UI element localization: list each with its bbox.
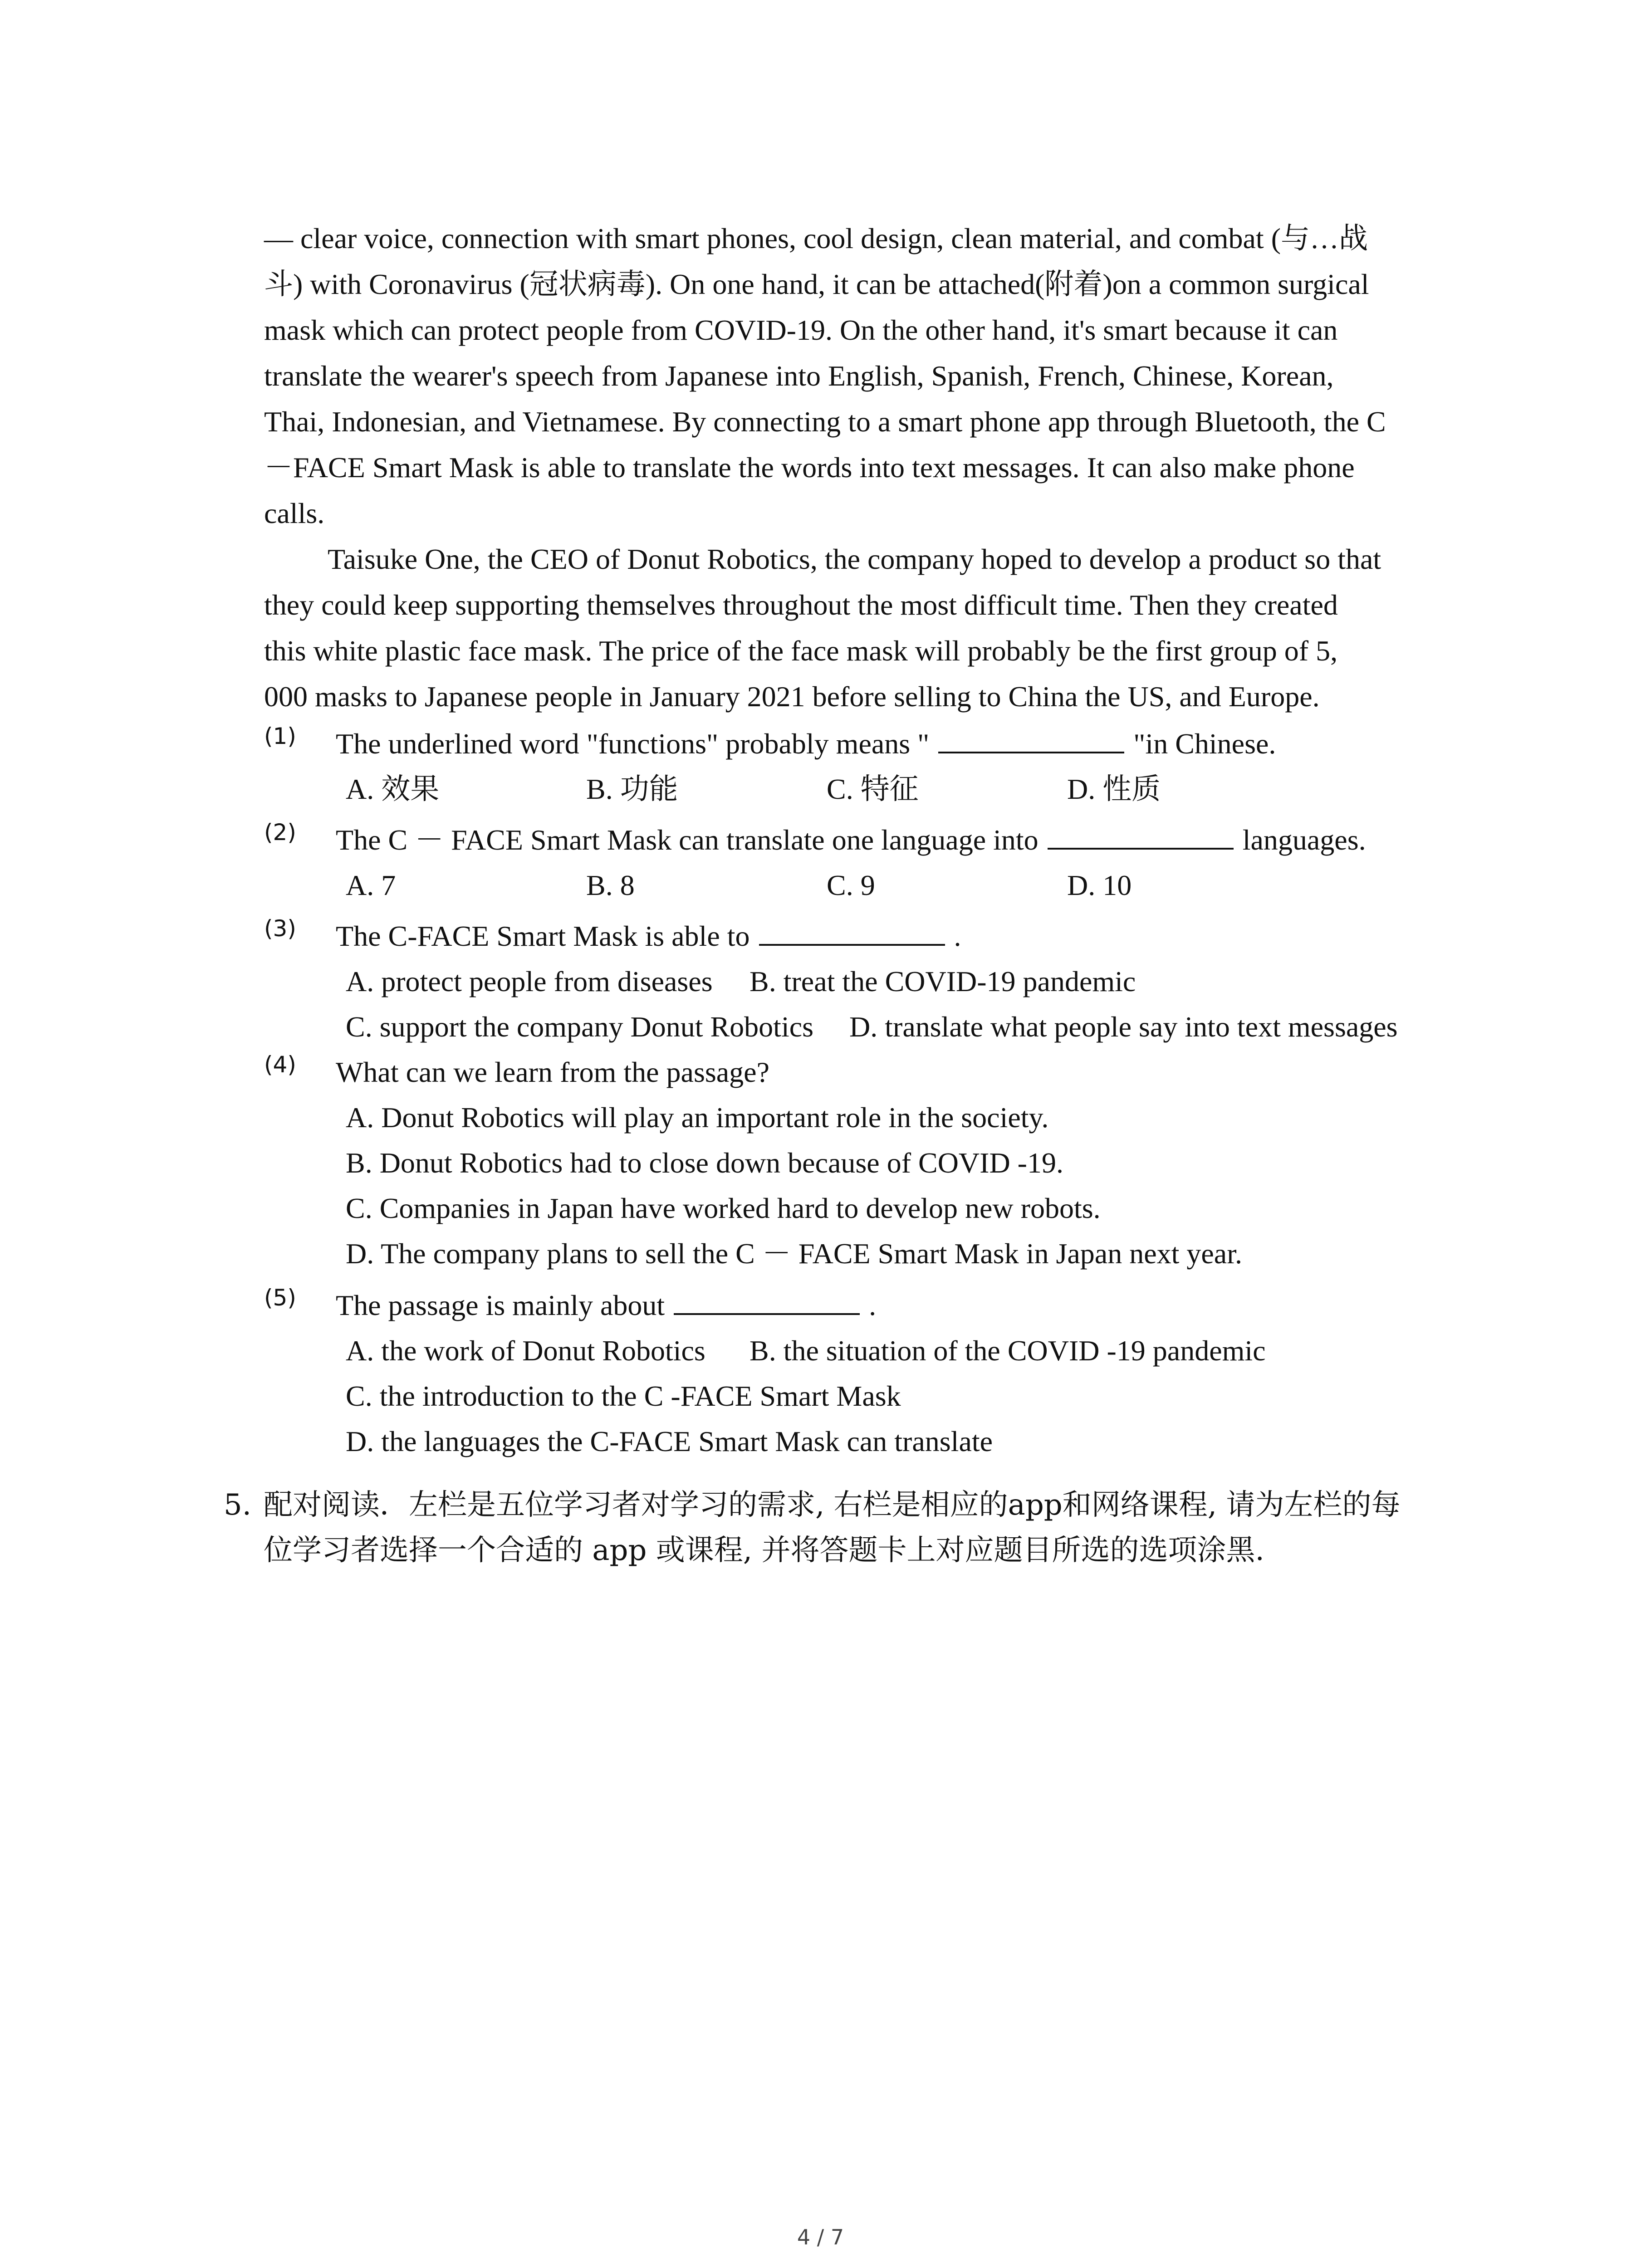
- option: D. the languages the C-FACE Smart Mask can translate: [346, 1425, 993, 1457]
- passage-line: they could keep supporting themselves throughout the most difficult time. Then they created: [264, 589, 1338, 621]
- option: C. the introduction to the C -FACE Smart Mask: [346, 1380, 901, 1412]
- passage-line: translate the wearer's speech from Japanese into English, Spanish, French, Chinese, Korean,: [264, 360, 1334, 392]
- question-number: (1): [264, 723, 296, 749]
- passage-line: this white plastic face mask. The price of the face mask will probably be the first group of 5,: [264, 635, 1338, 667]
- passage-line: calls.: [264, 497, 325, 529]
- passage-line: 000 masks to Japanese people in January 2021 before selling to China the US, and Europe.: [264, 680, 1320, 713]
- passage-line: －FACE Smart Mask is able to translate the words into text messages. It can also make phone: [264, 451, 1355, 484]
- option: D. The company plans to sell the C － FACE Smart Mask in Japan next year.: [346, 1237, 1242, 1270]
- option: D. 性质: [1067, 773, 1161, 805]
- question-stem: What can we learn from the passage?: [336, 1056, 769, 1088]
- option: A. Donut Robotics will play an important role in the society.: [346, 1101, 1049, 1134]
- passage-line: Thai, Indonesian, and Vietnamese. By connecting to a smart phone app through Bluetooth, the C: [264, 406, 1386, 438]
- option: A. protect people from diseases: [346, 965, 713, 997]
- option: B. 功能: [586, 773, 678, 805]
- question-number: (3): [264, 915, 296, 942]
- option: C. Companies in Japan have worked hard to develop new robots.: [346, 1192, 1101, 1224]
- answer-blank: [1048, 821, 1234, 850]
- option: D. translate what people say into text messages: [849, 1011, 1398, 1043]
- answer-blank: [674, 1286, 860, 1315]
- passage-line: — clear voice, connection with smart phones, cool design, clean material, and combat (与…战: [264, 222, 1368, 254]
- answer-blank: [759, 917, 945, 946]
- option: A. 7: [346, 869, 396, 901]
- option: C. 9: [827, 869, 875, 901]
- task-instruction-line: 配对阅读．左栏是五位学习者对学习的需求, 右栏是相应的app和网络课程, 请为左栏的每: [264, 1488, 1401, 1522]
- passage-line: Taisuke One, the CEO of Donut Robotics, the company hoped to develop a product so that: [328, 543, 1381, 575]
- option: B. the situation of the COVID -19 pandemic: [749, 1334, 1266, 1367]
- reading-passage: [264, 215, 1462, 719]
- question-number: (5): [264, 1285, 296, 1311]
- question-stem: The C-FACE Smart Mask is able to .: [336, 914, 961, 959]
- task-number: 5.: [224, 1488, 252, 1522]
- question-number: (4): [264, 1051, 296, 1078]
- question-stem: The passage is mainly about .: [336, 1283, 876, 1328]
- task-instruction-line: 位学习者选择一个合适的 app 或课程, 并将答题卡上对应题目所选的选项涂黑.: [264, 1534, 1264, 1567]
- passage-line: 斗) with Coronavirus (冠状病毒). On one hand, it can be attached(附着)on a common surgical: [264, 268, 1369, 300]
- option: D. 10: [1067, 869, 1132, 901]
- option: A. 效果: [346, 773, 440, 805]
- page-number: 4 / 7: [797, 2225, 844, 2249]
- option: B. Donut Robotics had to close down because of COVID -19.: [346, 1147, 1063, 1179]
- question-stem: The C － FACE Smart Mask can translate one language into languages.: [336, 817, 1366, 863]
- answer-blank: [938, 724, 1124, 753]
- option: C. support the company Donut Robotics: [346, 1011, 814, 1043]
- question-stem: The underlined word "functions" probably means " "in Chinese.: [336, 721, 1276, 767]
- question-number: (2): [264, 819, 296, 846]
- option: C. 特征: [827, 773, 919, 805]
- option: B. 8: [586, 869, 635, 901]
- option: B. treat the COVID-19 pandemic: [749, 965, 1136, 997]
- option: A. the work of Donut Robotics: [346, 1334, 705, 1367]
- passage-line: mask which can protect people from COVID-19. On the other hand, it's smart because it can: [264, 314, 1338, 346]
